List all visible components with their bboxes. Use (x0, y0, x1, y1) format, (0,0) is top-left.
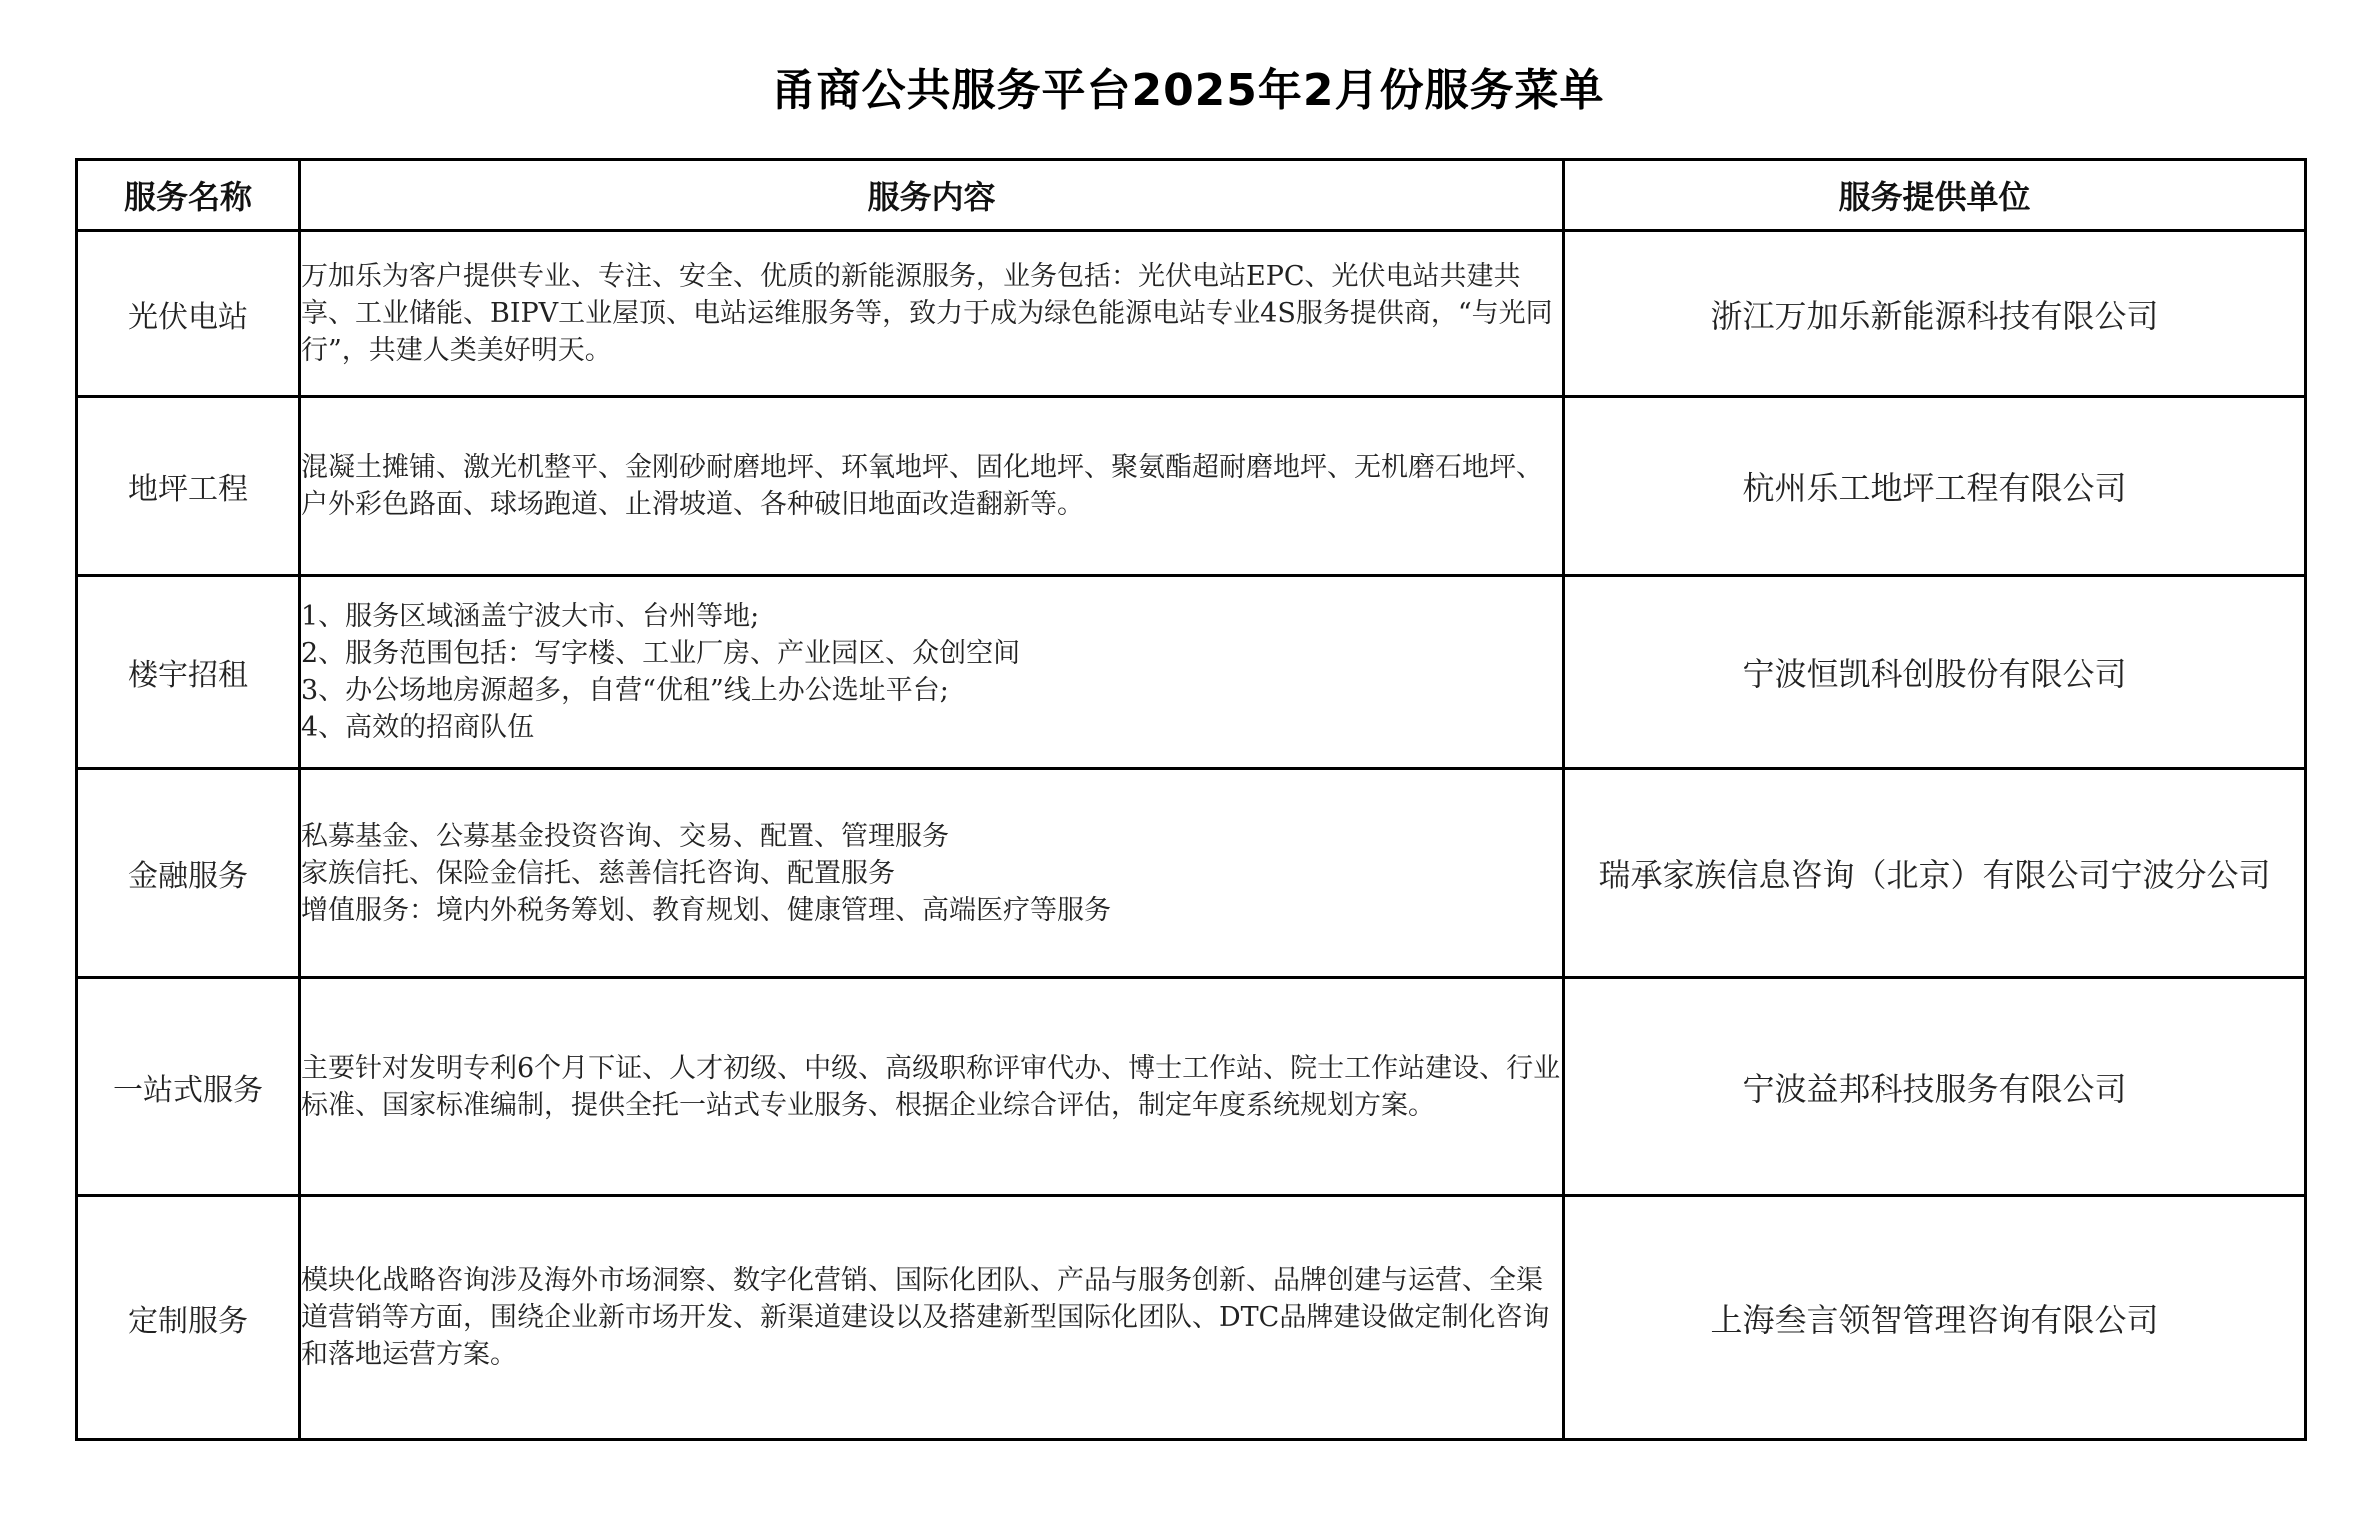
service-content-cell (300, 769, 1564, 978)
table-header-row (77, 160, 2306, 231)
service-content-line: 1、服务区域涵盖宁波大市、台州等地; (301, 601, 760, 632)
table-row (77, 576, 2306, 769)
table-row (77, 769, 2306, 978)
service-content-text: 万加乐为客户提供专业、专注、安全、优质的新能源服务，业务包括：光伏电站EPC、光伏电站共建共享、工业储能、BIPV工业屋顶、电站运维服务等，致力于成为绿色能源电站专业4S服务提供商，“与光同行”，共建人类美好明天。 (301, 261, 1553, 366)
service-content-line: 增值服务：境内外税务筹划、教育规划、健康管理、高端医疗等服务 (301, 894, 1111, 926)
service-content-line: 2、服务范围包括：写字楼、工业厂房、产业园区、众创空间 (301, 638, 1021, 669)
service-provider-cell: 上海叁言领智管理咨询有限公司 (1564, 1196, 2306, 1440)
service-name-cell: 定制服务 (77, 1196, 300, 1440)
service-name-cell: 一站式服务 (77, 978, 300, 1196)
service-provider-cell: 杭州乐工地坪工程有限公司 (1564, 397, 2306, 576)
service-provider-cell: 瑞承家族信息咨询（北京）有限公司宁波分公司 (1564, 769, 2306, 978)
header-service-name: 服务名称 (77, 160, 300, 231)
service-content-text: 主要针对发明专利6个月下证、人才初级、中级、高级职称评审代办、博士工作站、院士工作站建设、行业标准、国家标准编制，提供全托一站式专业服务、根据企业综合评估，制定年度系统规划方案。 (301, 1052, 1561, 1121)
header-service-content: 服务内容 (300, 160, 1564, 231)
service-provider-cell: 宁波益邦科技服务有限公司 (1564, 978, 2306, 1196)
service-name-cell: 光伏电站 (77, 231, 300, 397)
table-row (77, 1196, 2306, 1440)
service-content-cell (300, 1196, 1564, 1440)
service-content-cell (300, 231, 1564, 397)
service-name-cell: 楼宇招租 (77, 576, 300, 769)
service-content-text: 混凝土摊铺、激光机整平、金刚砂耐磨地坪、环氧地坪、固化地坪、聚氨酯超耐磨地坪、无机磨石地坪、户外彩色路面、球场跑道、止滑坡道、各种破旧地面改造翻新等。 (301, 452, 1543, 520)
table-row (77, 978, 2306, 1196)
service-content-line: 私募基金、公募基金投资咨询、交易、配置、管理服务 (301, 820, 949, 852)
service-content-text: 模块化战略咨询涉及海外市场洞察、数字化营销、国际化团队、产品与服务创新、品牌创建与运营、全渠道营销等方面，围绕企业新市场开发、新渠道建设以及搭建新型国际化团队、DTC品牌建设做定制化咨询和落地运营方案。 (301, 1265, 1550, 1370)
service-menu-table (75, 158, 2307, 1441)
header-service-provider: 服务提供单位 (1564, 160, 2306, 231)
table-row (77, 231, 2306, 397)
service-content-line: 家族信托、保险金信托、慈善信托咨询、配置服务 (301, 857, 895, 889)
page-title: 甬商公共服务平台2025年2月份服务菜单 (771, 65, 1605, 116)
service-content-line: 4、高效的招商队伍 (301, 712, 535, 743)
service-provider-cell: 浙江万加乐新能源科技有限公司 (1564, 231, 2306, 397)
service-name-cell: 金融服务 (77, 769, 300, 978)
service-content-cell (300, 978, 1564, 1196)
service-content-cell (300, 397, 1564, 576)
service-content-cell (300, 576, 1564, 769)
service-provider-cell: 宁波恒凯科创股份有限公司 (1564, 576, 2306, 769)
service-content-line: 3、办公场地房源超多，自营“优租”线上办公选址平台; (301, 675, 949, 706)
table-row (77, 397, 2306, 576)
service-name-cell: 地坪工程 (77, 397, 300, 576)
